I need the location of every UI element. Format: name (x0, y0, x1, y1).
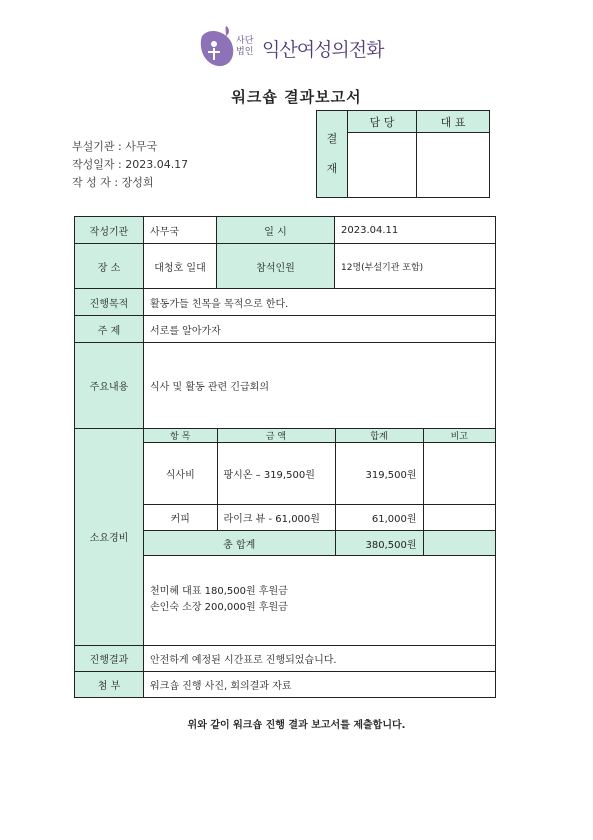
topic-value: 서로를 알아가자 (144, 316, 496, 343)
expense-note-meal (423, 443, 495, 505)
logo-mark-icon (196, 24, 238, 68)
footer-statement: 위와 같이 워크숍 진행 결과 보고서를 제출합니다. (187, 720, 406, 731)
attend-value: 12명(부설기관 포함) (335, 244, 496, 289)
expense-header-item: 항 목 (144, 429, 217, 443)
approval-table (316, 110, 490, 198)
expense-note-coffee (423, 505, 495, 531)
page-title: 워크숍 결과보고서 (231, 88, 362, 106)
date-label: 일 시 (217, 217, 335, 244)
meta-org: 부설기관 : 사무국 (72, 140, 158, 153)
purpose-value: 활동가들 친목을 목적으로 한다. (144, 289, 496, 316)
approval-sign-staff (348, 133, 417, 198)
expense-total-note (423, 531, 495, 556)
expense-item-coffee: 커피 (144, 505, 217, 531)
expense-header-note: 비고 (423, 429, 495, 443)
expense-sum-meal: 319,500원 (335, 443, 423, 505)
attend-label: 참석인원 (217, 244, 335, 289)
result-label: 진행결과 (75, 645, 144, 671)
topic-label: 주 제 (75, 316, 144, 343)
approval-label: 결 재 (317, 111, 348, 198)
org-logo (196, 24, 384, 70)
place-label: 장 소 (75, 244, 144, 289)
approval-col-staff: 담 당 (348, 111, 417, 133)
expense-label: 소요경비 (75, 429, 144, 646)
expense-total-label: 총 합계 (144, 531, 335, 556)
meta-date: 작성일자 : 2023.04.17 (72, 158, 189, 171)
attach-label: 첨 부 (75, 671, 144, 697)
org-label: 작성기관 (75, 217, 144, 244)
report-table (74, 216, 496, 698)
expense-sum-coffee: 61,000원 (335, 505, 423, 531)
expense-header-amount: 금 액 (217, 429, 335, 443)
corp-label: 사단 법인 (236, 36, 254, 57)
purpose-label: 진행목적 (75, 289, 144, 316)
expense-item-meal: 식사비 (144, 443, 217, 505)
approval-col-head: 대 표 (417, 111, 490, 133)
content-label: 주요내용 (75, 343, 144, 429)
sponsor-note-1: 천미혜 대표 180,500원 후원금 (150, 586, 288, 598)
place-value: 대청호 일대 (144, 244, 217, 289)
result-value: 안전하게 예정된 시간표로 진행되었습니다. (144, 645, 496, 671)
sponsor-note-2: 손인숙 소장 200,000원 후원금 (150, 602, 288, 614)
content-value: 식사 및 활동 관련 긴급회의 (144, 343, 496, 429)
expense-detail-meal: 팡시온 – 319,500원 (217, 443, 335, 505)
expense-detail-coffee: 라이크 뷰 - 61,000원 (217, 505, 335, 531)
expense-table (144, 429, 495, 645)
attach-value: 워크숍 진행 사진, 회의결과 자료 (144, 671, 496, 697)
expense-cell (144, 429, 496, 646)
org-name: 익산여성의전화 (262, 39, 384, 61)
meta-author: 작 성 자 : 장성희 (72, 176, 154, 189)
expense-total-value: 380,500원 (335, 531, 423, 556)
expense-sponsor-notes (144, 556, 495, 645)
date-value: 2023.04.11 (335, 217, 496, 244)
org-value: 사무국 (144, 217, 217, 244)
approval-sign-head (417, 133, 490, 198)
expense-header-sum: 합계 (335, 429, 423, 443)
